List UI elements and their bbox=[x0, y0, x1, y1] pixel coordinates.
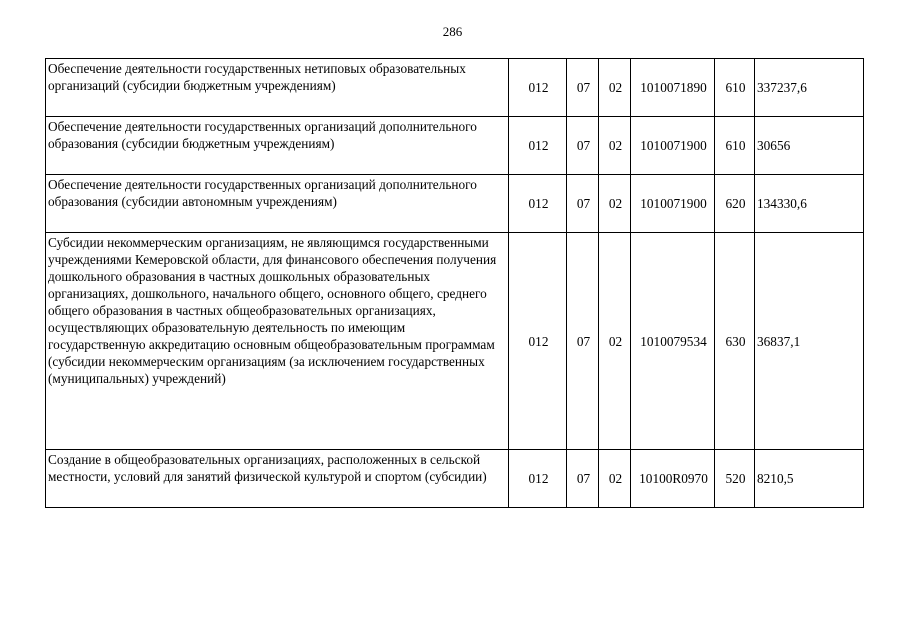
table-row bbox=[46, 233, 864, 450]
ministry-code-cell: 012 bbox=[509, 233, 567, 450]
section-cell: 07 bbox=[567, 450, 599, 508]
section-cell: 07 bbox=[567, 233, 599, 450]
expense-name-cell: Обеспечение деятельности государственных организаций дополнительного образования (субсидии автономным учреждениям) bbox=[46, 175, 509, 233]
expense-type-cell: 630 bbox=[715, 233, 755, 450]
page-number: 286 bbox=[442, 24, 463, 39]
target-article-cell: 1010071900 bbox=[631, 175, 715, 233]
subsection-cell: 02 bbox=[599, 175, 631, 233]
expense-type-cell: 610 bbox=[715, 59, 755, 117]
expense-type-cell: 610 bbox=[715, 117, 755, 175]
ministry-code-cell: 012 bbox=[509, 450, 567, 508]
target-article-cell: 1010079534 bbox=[631, 233, 715, 450]
expense-name-cell: Создание в общеобразовательных организациях, расположенных в сельской местности, условий для занятий физической культурой и спортом (субсидии) bbox=[46, 450, 509, 508]
subsection-cell: 02 bbox=[599, 233, 631, 450]
table-row bbox=[46, 450, 864, 508]
subsection-cell: 02 bbox=[599, 450, 631, 508]
ministry-code-cell: 012 bbox=[509, 59, 567, 117]
table-row bbox=[46, 117, 864, 175]
expense-name-cell: Обеспечение деятельности государственных организаций дополнительного образования (субсидии бюджетным учреждениям) bbox=[46, 117, 509, 175]
section-cell: 07 bbox=[567, 117, 599, 175]
amount-cell: 337237,6 bbox=[755, 59, 864, 117]
target-article-cell: 1010071900 bbox=[631, 117, 715, 175]
amount-cell: 30656 bbox=[755, 117, 864, 175]
amount-cell: 134330,6 bbox=[755, 175, 864, 233]
table-row bbox=[46, 175, 864, 233]
ministry-code-cell: 012 bbox=[509, 175, 567, 233]
target-article-cell: 10100R0970 bbox=[631, 450, 715, 508]
section-cell: 07 bbox=[567, 175, 599, 233]
budget-table bbox=[45, 58, 864, 508]
section-cell: 07 bbox=[567, 59, 599, 117]
subsection-cell: 02 bbox=[599, 59, 631, 117]
amount-cell: 36837,1 bbox=[755, 233, 864, 450]
subsection-cell: 02 bbox=[599, 117, 631, 175]
amount-cell: 8210,5 bbox=[755, 450, 864, 508]
expense-name-cell: Субсидии некоммерческим организациям, не являющимся государственными учреждениями Кемеровской области, для финансового обеспечения получения дошкольного образования в частных дошкольных образовательных организациях, дошкольного, начального общего, основного общего, среднего общего образования в частных общеобразовательных организациях, осуществляющих образовательную деятельность по имеющим государственную аккредитацию основным общеобразовательным программам (субсидии некоммерческим организациям (за исключением государственных (муниципальных) учреждений) bbox=[46, 233, 509, 450]
target-article-cell: 1010071890 bbox=[631, 59, 715, 117]
expense-name-cell: Обеспечение деятельности государственных нетиповых образовательных организаций (субсидии бюджетным учреждениям) bbox=[46, 59, 509, 117]
expense-type-cell: 620 bbox=[715, 175, 755, 233]
expense-type-cell: 520 bbox=[715, 450, 755, 508]
ministry-code-cell: 012 bbox=[509, 117, 567, 175]
table-row bbox=[46, 59, 864, 117]
